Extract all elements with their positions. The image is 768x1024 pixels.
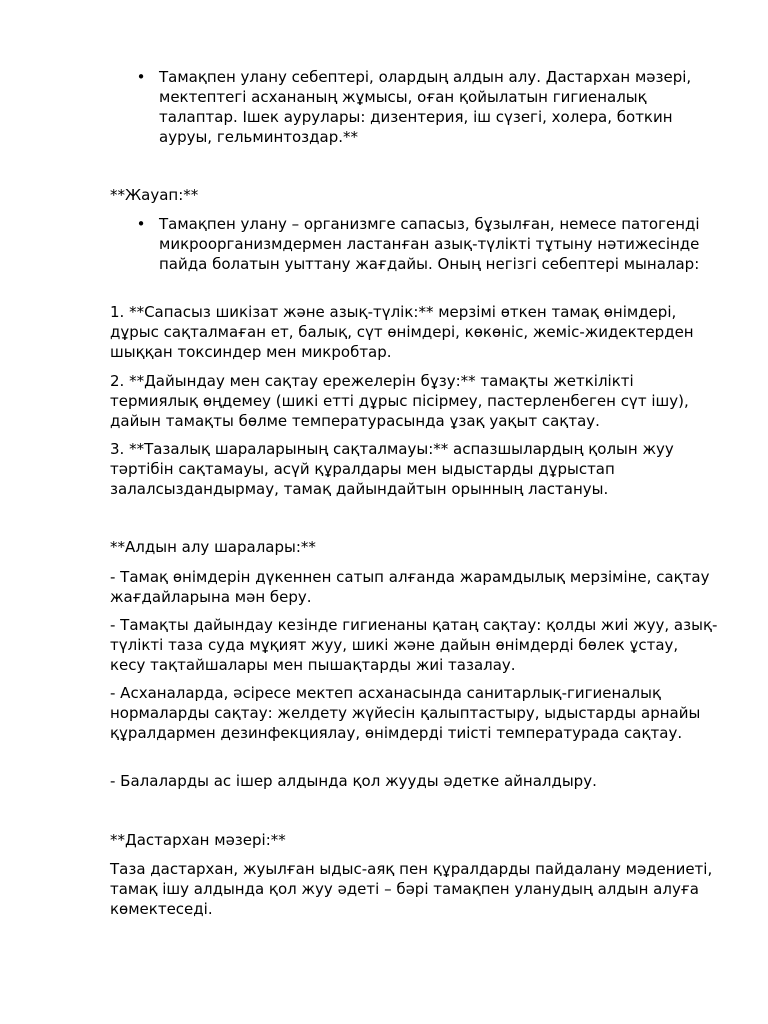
bullet-text-answer: Тамақпен улану – организмге сапасыз, бұзылған, немесе патогенді микроорганизмдермен ластанған азық-түлікті тұтыну нәтижесінде пайда болатын уыттану жағдайы. Оның негізгі себептері мыналар: [159,215,700,273]
bullet-item-topic [136,67,719,147]
cause-paragraph-2: 2. **Дайындау мен сақтау ережелерін бұзу:** тамақты жеткілікті термиялық өңдемеу (шикі етті дұрыс пісірмеу, пастерленбеген сүт ішу), дайын тамақты бөлме температурасында ұзақ уақыт сақтау. [110,372,689,430]
prevention-item-4: - Балаларды ас ішер алдында қол жууды әдетке айналдыру. [110,772,597,790]
cause-paragraph-3: 3. **Тазалық шараларының сақталмауы:** аспазшылардың қолын жуу тәртібін сақтамауы, асүй құралдары мен ыдыстарды дұрыстап залалсыздандырмау, тамақ дайындайтын орынның ластануы. [110,440,674,498]
bullet-item-answer [136,214,719,274]
bullet-marker: • [136,215,146,233]
dastarkhan-heading: **Дастархан мәзері:** [110,831,286,849]
bullet-text-topic: Тамақпен улану себептері, олардың алдын алу. Дастархан мәзері, мектептегі асхананың жұмысы, оған қойылатын гигиеналық талаптар. Ішек аурулары: дизентерия, іш сүзегі, холера, боткин ауруы, гельминтоздар.** [159,68,692,146]
dastarkhan-paragraph: Таза дастархан, жуылған ыдыс-аяқ пен құралдарды пайдалану мәдениеті, тамақ ішу алдында қол жуу әдеті – бәрі тамақпен уланудың алдын алуға көмектеседі. [110,860,713,918]
answer-heading: **Жауап:** [110,186,199,204]
prevention-item-1: - Тамақ өнімдерін дүкеннен сатып алғанда жарамдылық мерзіміне, сақтау жағдайларына мән беру. [110,568,710,606]
prevention-item-3: - Асханаларда, әсіресе мектеп асханасында санитарлық-гигиеналық нормаларды сақтау: желдету жүйесін қалыптастыру, ыдыстарды арнайы құралдармен дезинфекциялау, өнімдерді тиісті температурада сақтау. [110,684,701,742]
prevention-heading: **Алдын алу шаралары:** [110,538,316,556]
prevention-item-2: - Тамақты дайындау кезінде гигиенаны қатаң сақтау: қолды жиі жуу, азық-түлікті таза суда мұқият жуу, шикі және дайын өнімдерді бөлек ұстау, кесу тақтайшалары мен пышақтарды жиі тазалау. [110,616,718,674]
cause-paragraph-1: 1. **Сапасыз шикізат және азық-түлік:** мерзімі өткен тамақ өнімдері, дұрыс сақталмаған ет, балық, сүт өнімдері, көкөніс, жеміс-жидектерден шыққан токсиндер мен микробтар. [110,303,694,361]
bullet-marker: • [136,68,146,86]
